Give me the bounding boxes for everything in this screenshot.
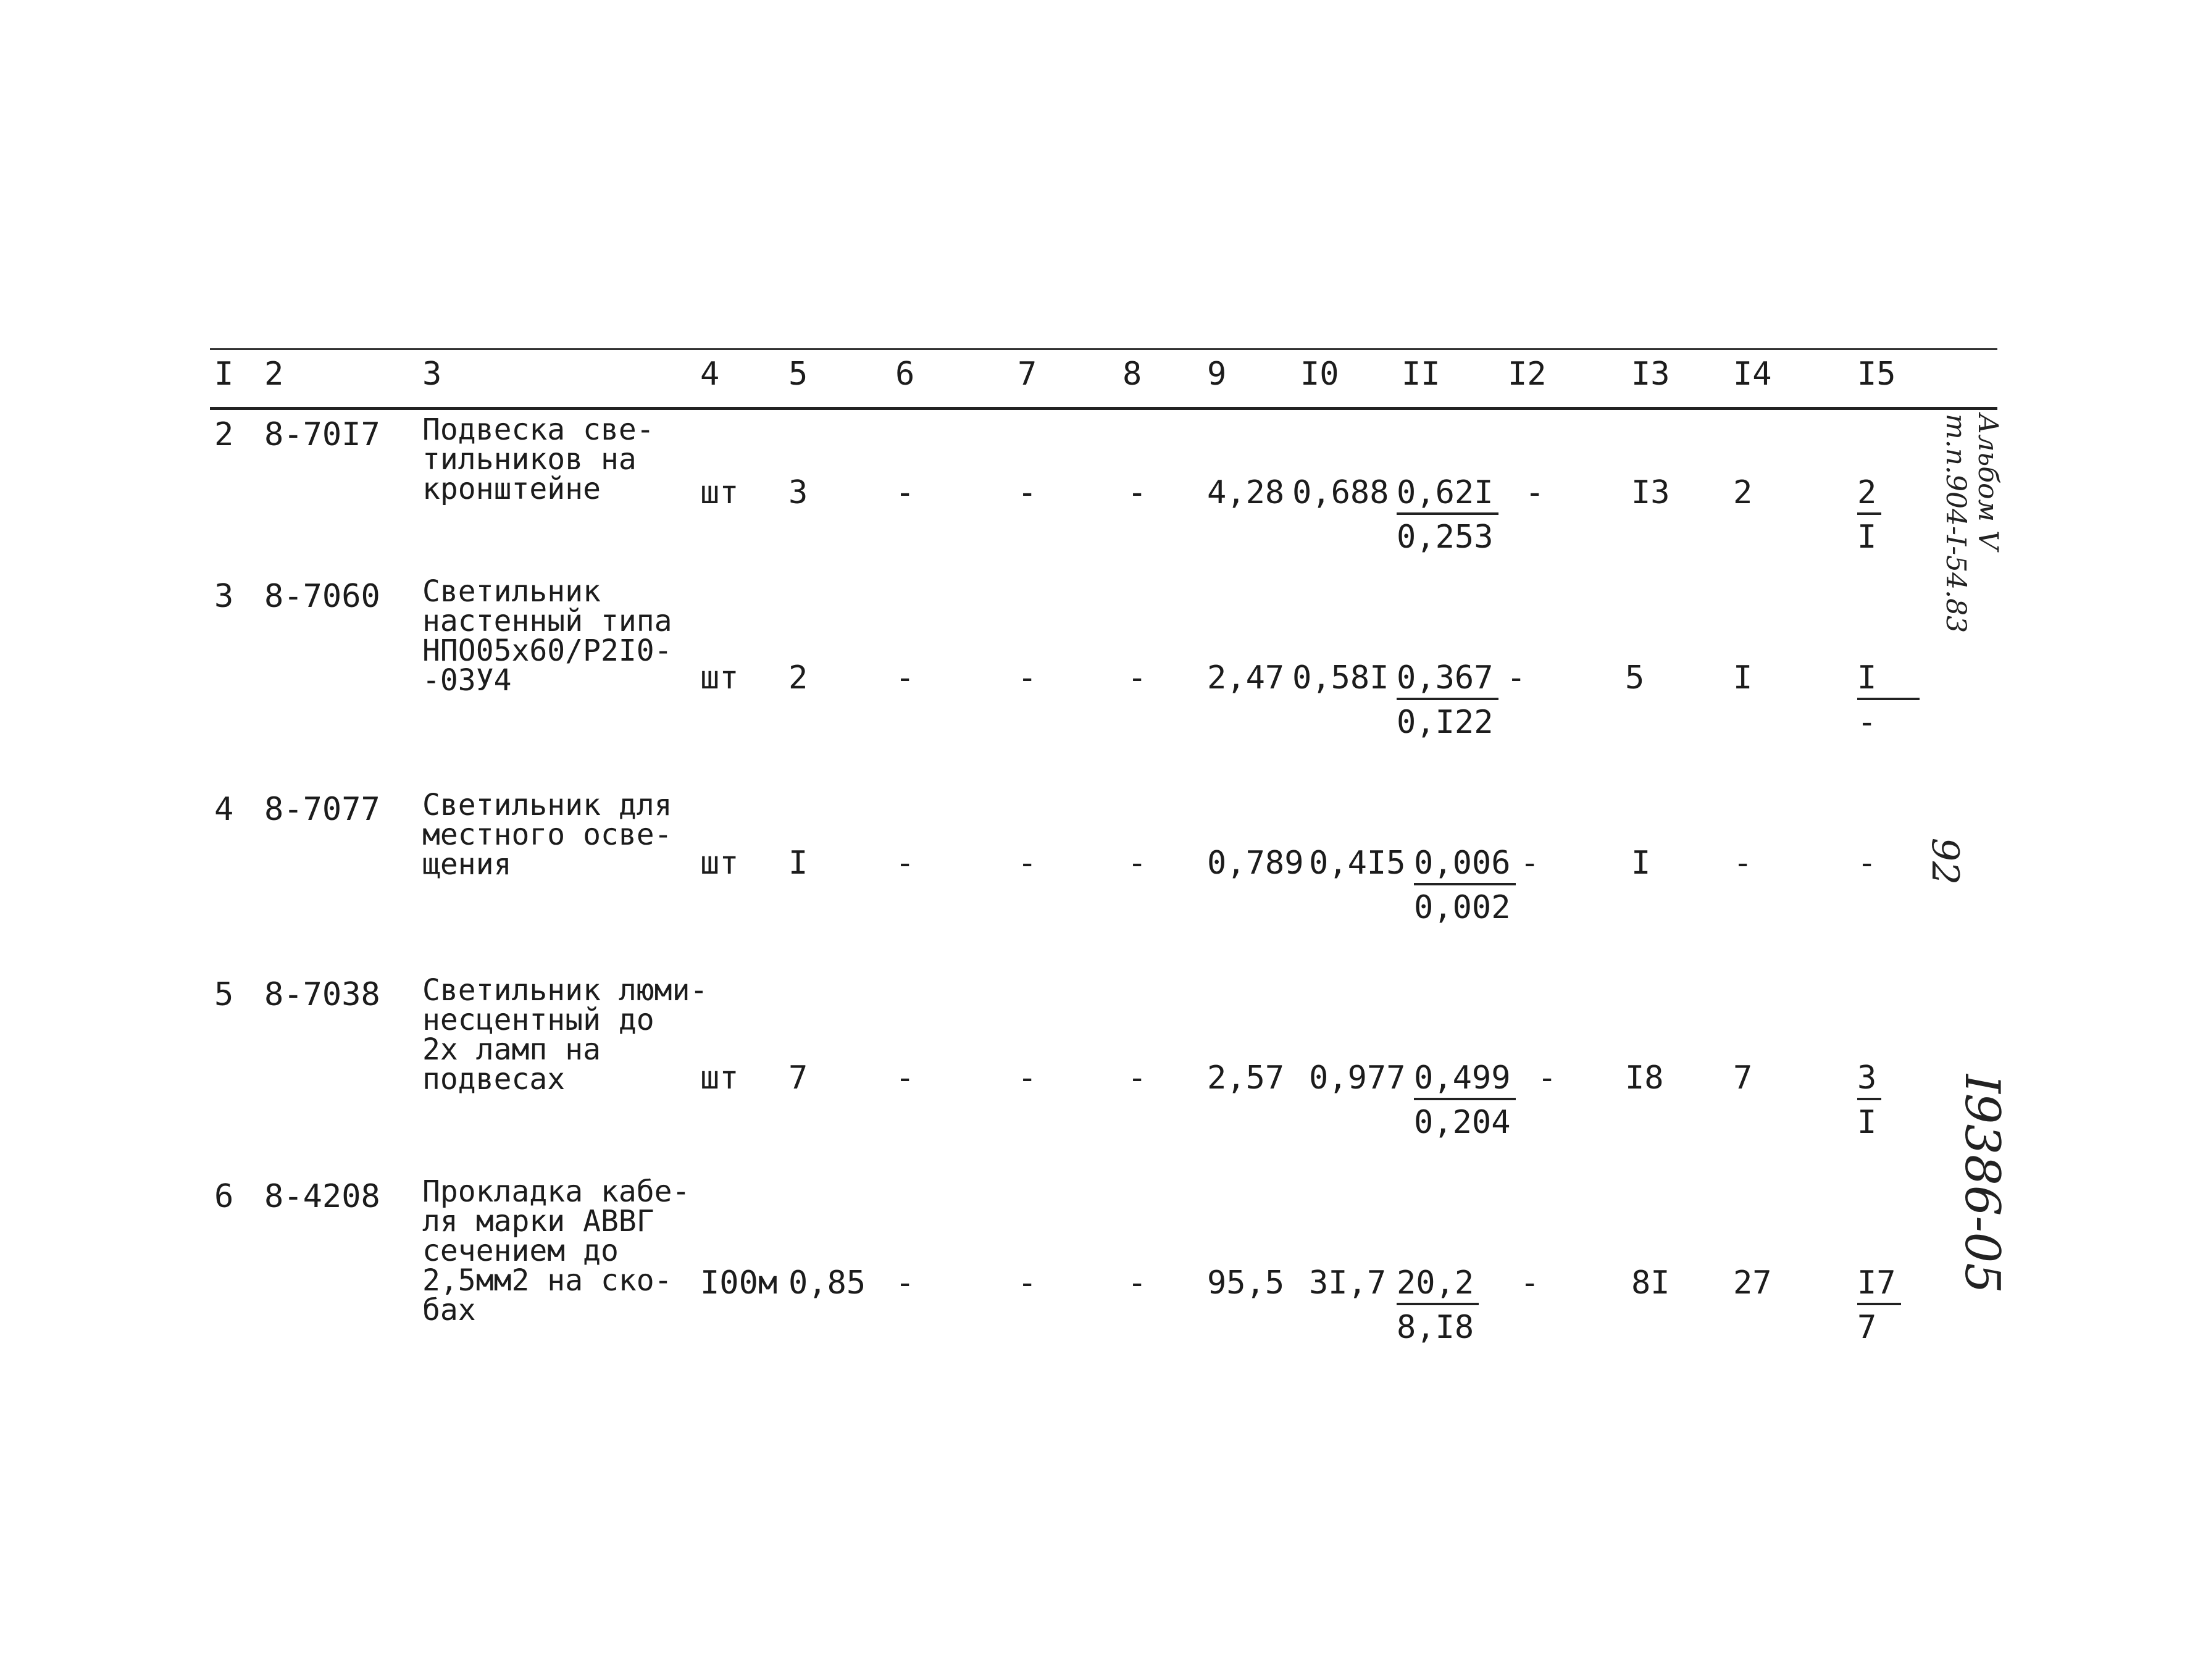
value-col-14: 7 xyxy=(1733,1059,1753,1097)
value-col-11-fraction: $\frac{0,006}{0,002}$ xyxy=(1414,847,1516,924)
column-header-4: 4 xyxy=(700,356,720,393)
value-col-12: - xyxy=(1520,845,1540,882)
value-col-9: 95,5 xyxy=(1207,1264,1285,1302)
column-header-15: I5 xyxy=(1857,356,1896,393)
value-col-15-fraction: $\frac{3}{I}$ xyxy=(1857,1062,1881,1139)
value-col-13: 8I xyxy=(1631,1264,1670,1302)
album-reference-note: Альбом V т.п.904-I-54.83 xyxy=(1940,414,2004,633)
value-col-9: 4,28 xyxy=(1207,474,1285,511)
unit: шт xyxy=(700,1059,739,1097)
unit: шт xyxy=(700,659,739,696)
column-header-14: I4 xyxy=(1733,356,1772,393)
column-header-13: I3 xyxy=(1631,356,1670,393)
unit: I00м xyxy=(700,1264,778,1302)
value-col-11-fraction: $\frac{20,2}{8,I8}$ xyxy=(1397,1267,1479,1344)
column-header-11: II xyxy=(1402,356,1440,393)
value-col-13: I xyxy=(1631,845,1651,882)
value-col-11-fraction: $\frac{0,62I}{0,253}$ xyxy=(1397,477,1498,553)
work-description: Светильник люми- несцентный до 2х ламп на подвесах xyxy=(422,973,708,1097)
value-col-15-fraction: $\frac{I7}{7}$ xyxy=(1857,1267,1901,1344)
work-description: Светильник настенный типа НПО05х60/Р2I0- -03У4 xyxy=(422,574,672,698)
value-col-12: - xyxy=(1507,659,1526,696)
value-col-10: 0,4I5 xyxy=(1309,845,1406,882)
work-description: Светильник для местного осве- щения xyxy=(422,788,672,882)
value-col-7: - xyxy=(1018,659,1037,696)
row-number: 5 xyxy=(214,976,234,1013)
rate-code: 8-70I7 xyxy=(264,416,380,453)
quantity: I xyxy=(788,845,808,882)
value-col-11-fraction: $\frac{0,499}{0,204}$ xyxy=(1414,1062,1516,1139)
value-col-15-fraction: I - xyxy=(1857,662,1920,738)
value-col-9: 0,789 xyxy=(1207,845,1304,882)
value-col-6: - xyxy=(895,474,915,511)
unit: шт xyxy=(700,845,739,882)
value-col-10: 0,58I xyxy=(1292,659,1389,696)
column-header-1: I xyxy=(214,356,234,393)
work-description: Подвеска све- тильников на кронштейне xyxy=(422,412,654,506)
quantity: 2 xyxy=(788,659,808,696)
value-col-9: 2,47 xyxy=(1207,659,1285,696)
column-header-12: I2 xyxy=(1508,356,1547,393)
rate-code: 8-7077 xyxy=(264,791,380,828)
value-col-14: 2 xyxy=(1733,474,1753,511)
value-col-10: 0,688 xyxy=(1292,474,1389,511)
quantity: 3 xyxy=(788,474,808,511)
table-top-rule xyxy=(210,348,1997,350)
value-col-10: 0,977 xyxy=(1309,1059,1406,1097)
row-number: 6 xyxy=(214,1178,234,1215)
value-col-8: - xyxy=(1127,1264,1147,1302)
value-col-9: 2,57 xyxy=(1207,1059,1285,1097)
value-col-8: - xyxy=(1127,845,1147,882)
column-header-8: 8 xyxy=(1122,356,1142,393)
column-header-6: 6 xyxy=(895,356,915,393)
value-col-10: 3I,7 xyxy=(1309,1264,1387,1302)
rate-code: 8-4208 xyxy=(264,1178,380,1215)
value-col-6: - xyxy=(895,659,915,696)
value-col-15-fraction: $\frac{2}{I}$ xyxy=(1857,477,1881,553)
value-col-6: - xyxy=(895,1264,915,1302)
value-col-6: - xyxy=(895,1059,915,1097)
column-header-10: I0 xyxy=(1300,356,1339,393)
value-col-8: - xyxy=(1127,1059,1147,1097)
page-number-note: 92 xyxy=(1923,837,1967,885)
document-number-note: I9386-05 xyxy=(1954,1074,2010,1293)
value-col-14: - xyxy=(1733,845,1753,882)
column-header-7: 7 xyxy=(1018,356,1037,393)
row-number: 2 xyxy=(214,416,234,453)
row-number: 3 xyxy=(214,578,234,615)
column-header-3: 3 xyxy=(422,356,442,393)
rate-code: 8-7060 xyxy=(264,578,380,615)
header-bottom-rule xyxy=(210,407,1997,410)
value-col-8: - xyxy=(1127,474,1147,511)
value-col-12: - xyxy=(1525,474,1545,511)
value-col-7: - xyxy=(1018,1059,1037,1097)
value-col-6: - xyxy=(895,845,915,882)
value-col-12: - xyxy=(1520,1264,1540,1302)
column-header-2: 2 xyxy=(264,356,284,393)
value-col-8: - xyxy=(1127,659,1147,696)
value-col-14: I xyxy=(1733,659,1753,696)
value-col-13: 5 xyxy=(1625,659,1645,696)
work-description: Прокладка кабе- ля марки АВВГ сечением до 2,5мм2 на ско- бах xyxy=(422,1174,690,1327)
quantity: 7 xyxy=(788,1059,808,1097)
column-header-9: 9 xyxy=(1207,356,1227,393)
value-col-15: - xyxy=(1857,845,1877,882)
value-col-12: - xyxy=(1537,1059,1557,1097)
value-col-7: - xyxy=(1018,845,1037,882)
value-col-7: - xyxy=(1018,1264,1037,1302)
rate-code: 8-7038 xyxy=(264,976,380,1013)
value-col-11-fraction: $\frac{0,367}{0,I22}$ xyxy=(1397,662,1498,738)
value-col-14: 27 xyxy=(1733,1264,1772,1302)
unit: шт xyxy=(700,474,739,511)
quantity: 0,85 xyxy=(788,1264,866,1302)
value-col-13: I8 xyxy=(1625,1059,1664,1097)
value-col-13: I3 xyxy=(1631,474,1670,511)
column-header-5: 5 xyxy=(788,356,808,393)
value-col-7: - xyxy=(1018,474,1037,511)
row-number: 4 xyxy=(214,791,234,828)
